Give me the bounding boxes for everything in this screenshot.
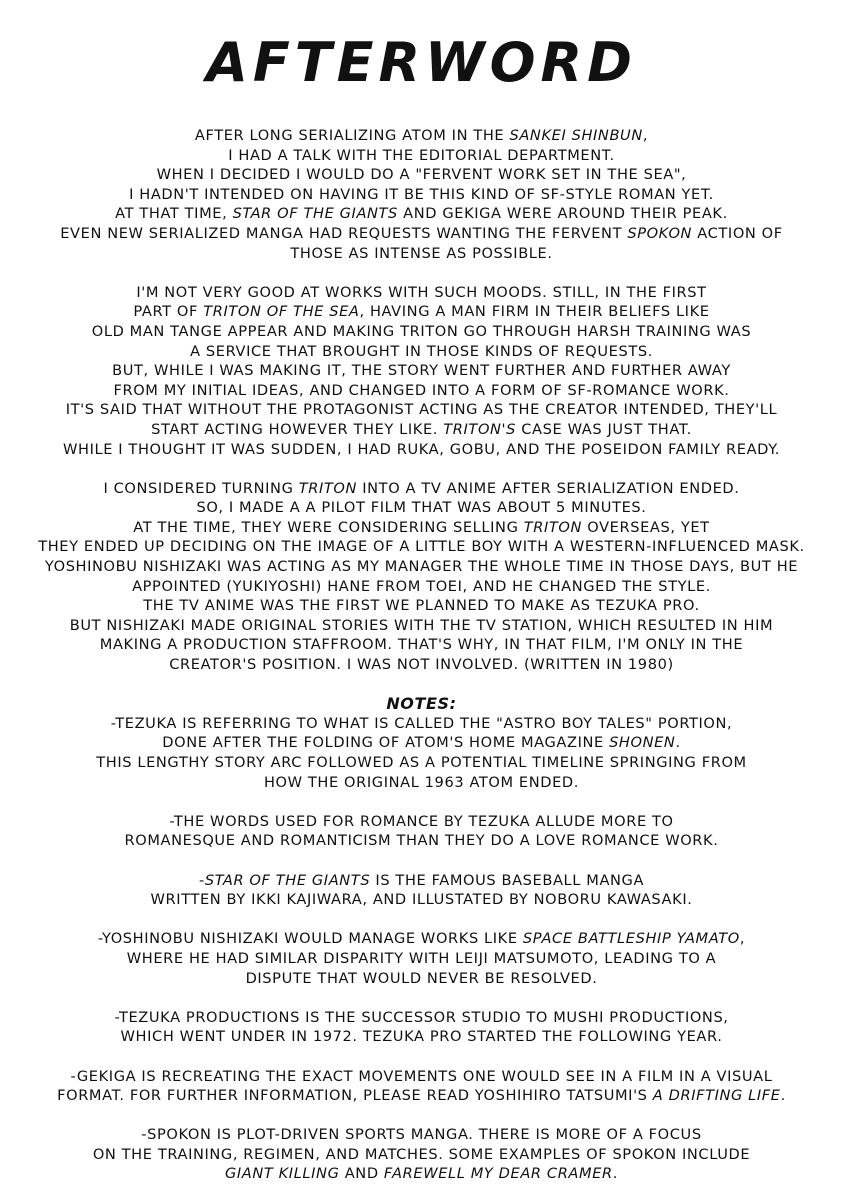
text-line	[14, 440, 829, 460]
text-line	[14, 577, 829, 597]
text-line	[14, 753, 829, 773]
text-segment: FROM MY INITIAL IDEAS, AND CHANGED INTO A FORM OF SF-ROMANCE WORK.	[113, 381, 730, 399]
text-line	[14, 949, 829, 969]
text-segment: AND GEKIGA WERE AROUND THEIR PEAK.	[397, 205, 728, 223]
text-segment: WHICH WENT UNDER IN 1972. TEZUKA PRO STARTED THE FOLLOWING YEAR.	[120, 1028, 723, 1046]
text-line	[14, 890, 829, 910]
text-segment: -YOSHINOBU NISHIZAKI WOULD MANAGE WORKS LIKE	[97, 930, 523, 948]
text-segment: WHERE HE HAD SIMILAR DISPARITY WITH LEIJI MATSUMOTO, LEADING TO A	[126, 949, 717, 967]
text-segment: SO, I MADE A A PILOT FILM THAT WAS ABOUT 5 MINUTES.	[196, 499, 647, 517]
note-item	[14, 812, 829, 851]
text-segment: ,	[739, 930, 746, 948]
italic-title: TRITON	[523, 518, 582, 536]
text-segment: -SPOKON IS PLOT-DRIVEN SPORTS MANGA. THERE IS MORE OF A FOCUS	[141, 1126, 702, 1144]
text-line	[14, 518, 829, 538]
text-segment: FORMAT. FOR FURTHER INFORMATION, PLEASE READ YOSHIHIRO TATSUMI'S	[57, 1087, 653, 1105]
text-line	[14, 498, 829, 518]
text-segment: -TEZUKA PRODUCTIONS IS THE SUCCESSOR STUDIO TO MUSHI PRODUCTIONS,	[114, 1008, 729, 1026]
italic-title: FAREWELL MY DEAR CRAMER	[383, 1165, 613, 1183]
text-segment: YOSHINOBU NISHIZAKI WAS ACTING AS MY MANAGER THE WHOLE TIME IN THOSE DAYS, BUT HE	[44, 558, 799, 576]
italic-title: TRITON	[298, 479, 358, 497]
italic-title: SANKEI SHINBUN	[509, 127, 643, 144]
italic-title: TRITON OF THE SEA	[203, 303, 360, 321]
notes-heading: NOTES:	[386, 694, 457, 714]
text-segment: CREATOR'S POSITION. I WAS NOT INVOLVED. (WRITTEN IN 1980)	[169, 656, 674, 674]
note-item	[14, 929, 829, 988]
text-line	[14, 381, 829, 401]
text-segment: DONE AFTER THE FOLDING OF ATOM'S HOME MAGAZINE	[162, 734, 610, 752]
text-line	[14, 1145, 829, 1165]
text-line	[14, 557, 829, 577]
text-segment: , HAVING A MAN FIRM IN THEIR BELIEFS LIKE	[359, 303, 710, 321]
italic-title: STAR OF THE GIANTS	[204, 871, 371, 889]
text-segment: I CONSIDERED TURNING	[103, 479, 299, 497]
text-segment: ROMANESQUE AND ROMANTICISM THAN THEY DO A LOVE ROMANCE WORK.	[124, 832, 719, 850]
text-line	[14, 714, 829, 734]
note-item	[14, 871, 829, 910]
text-line	[14, 812, 829, 832]
text-segment: .	[780, 1087, 786, 1105]
text-segment: THOSE AS INTENSE AS POSSIBLE.	[290, 244, 553, 262]
text-segment: WHEN I DECIDED I WOULD DO A "FERVENT WORK SET IN THE SEA",	[156, 166, 687, 184]
text-segment: WRITTEN BY IKKI KAJIWARA, AND ILLUSTATED BY NOBORU KAWASAKI.	[150, 891, 693, 909]
italic-title: SHONEN	[609, 734, 676, 752]
text-segment: I HAD A TALK WITH THE EDITORIAL DEPARTMENT.	[228, 146, 615, 164]
text-line	[14, 773, 829, 793]
text-segment: AT THAT TIME,	[115, 205, 233, 223]
text-segment: APPOINTED (YUKIYOSHI) HANE FROM TOEI, AND HE CHANGED THE STYLE.	[132, 577, 711, 595]
italic-title: STAR OF THE GIANTS	[232, 205, 398, 223]
note-item	[14, 714, 829, 792]
text-segment: AT THE TIME, THEY WERE CONSIDERING SELLING	[133, 518, 524, 536]
text-segment: WHILE I THOUGHT IT WAS SUDDEN, I HAD RUKA, GOBU, AND THE POSEIDON FAMILY READY.	[62, 440, 781, 458]
text-line	[14, 831, 829, 851]
note-item	[14, 1008, 829, 1047]
text-line	[14, 1027, 829, 1047]
text-line	[14, 1067, 829, 1087]
note-item	[14, 1125, 829, 1184]
text-segment: .	[675, 734, 681, 752]
text-segment: BUT NISHIZAKI MADE ORIGINAL STORIES WITH THE TV STATION, WHICH RESULTED IN HIM	[69, 616, 774, 634]
text-segment: ON THE TRAINING, REGIMEN, AND MATCHES. SOME EXAMPLES OF SPOKON INCLUDE	[92, 1145, 751, 1163]
text-segment: START ACTING HOWEVER THEY LIKE.	[151, 420, 444, 438]
text-line	[14, 479, 829, 499]
text-segment: IS THE FAMOUS BASEBALL MANGA	[370, 871, 645, 889]
text-line	[14, 244, 829, 264]
text-segment: CASE WAS JUST THAT.	[516, 420, 692, 438]
text-line	[14, 1086, 829, 1106]
text-line	[14, 420, 829, 440]
text-line	[14, 361, 829, 381]
text-segment: I HADN'T INTENDED ON HAVING IT BE THIS KIND OF SF-STYLE ROMAN YET.	[129, 185, 714, 203]
text-segment: ,	[642, 127, 649, 144]
text-segment: INTO A TV ANIME AFTER SERIALIZATION ENDED.	[357, 479, 740, 497]
text-line	[14, 635, 829, 655]
text-segment: -GEKIGA IS RECREATING THE EXACT MOVEMENTS ONE WOULD SEE IN A FILM IN A VISUAL	[70, 1067, 773, 1085]
afterword-paragraph	[14, 283, 829, 459]
page-title: AFTERWORD	[206, 31, 637, 94]
afterword-body	[14, 126, 829, 1184]
text-line	[14, 283, 829, 303]
text-line	[14, 126, 829, 146]
text-segment: ACTION OF	[692, 224, 783, 242]
text-segment: THE TV ANIME WAS THE FIRST WE PLANNED TO MAKE AS TEZUKA PRO.	[143, 597, 700, 615]
text-line	[14, 165, 829, 185]
text-segment: -	[198, 871, 205, 889]
text-segment: -THE WORDS USED FOR ROMANCE BY TEZUKA ALLUDE MORE TO	[169, 812, 674, 830]
text-segment: A SERVICE THAT BROUGHT IN THOSE KINDS OF REQUESTS.	[190, 342, 653, 360]
italic-title: SPOKON	[627, 224, 693, 242]
text-segment: THIS LENGTHY STORY ARC FOLLOWED AS A POTENTIAL TIMELINE SPRINGING FROM	[96, 754, 747, 771]
text-line	[14, 224, 829, 244]
note-item	[14, 1067, 829, 1106]
text-segment: OVERSEAS, YET	[582, 518, 710, 536]
text-line	[14, 1125, 829, 1145]
italic-title: TRITON'S	[443, 420, 517, 438]
italic-title: SPACE BATTLESHIP YAMATO	[522, 930, 740, 948]
text-line	[14, 929, 829, 949]
text-segment: THEY ENDED UP DECIDING ON THE IMAGE OF A LITTLE BOY WITH A WESTERN-INFLUENCED MASK.	[38, 538, 805, 556]
afterword-paragraph	[14, 126, 829, 263]
afterword-paragraph	[14, 479, 829, 675]
text-line	[14, 322, 829, 342]
text-line	[14, 1164, 829, 1184]
text-line	[14, 185, 829, 205]
text-segment: -TEZUKA IS REFERRING TO WHAT IS CALLED THE "ASTRO BOY TALES" PORTION,	[110, 714, 733, 732]
italic-title: GIANT KILLING	[224, 1165, 340, 1183]
text-line	[14, 146, 829, 166]
text-segment: I'M NOT VERY GOOD AT WORKS WITH SUCH MOODS. STILL, IN THE FIRST	[136, 283, 707, 301]
text-segment: DISPUTE THAT WOULD NEVER BE RESOLVED.	[245, 969, 598, 987]
text-segment: AND	[339, 1165, 384, 1183]
italic-title: A DRIFTING LIFE	[652, 1087, 781, 1105]
text-line	[14, 655, 829, 675]
text-line	[14, 596, 829, 616]
text-line	[14, 616, 829, 636]
text-segment: IT'S SAID THAT WITHOUT THE PROTAGONIST ACTING AS THE CREATOR INTENDED, THEY'LL	[65, 401, 778, 419]
text-segment: EVEN NEW SERIALIZED MANGA HAD REQUESTS WANTING THE FERVENT	[60, 224, 628, 242]
text-segment: BUT, WHILE I WAS MAKING IT, THE STORY WENT FURTHER AND FURTHER AWAY	[112, 362, 731, 380]
text-line	[14, 342, 829, 362]
text-segment: .	[612, 1165, 619, 1183]
text-segment: MAKING A PRODUCTION STAFFROOM. THAT'S WHY, IN THAT FILM, I'M ONLY IN THE	[99, 636, 744, 654]
text-line	[14, 537, 829, 557]
text-line	[14, 302, 829, 322]
text-segment: AFTER LONG SERIALIZING ATOM IN THE	[194, 127, 510, 144]
text-line	[14, 733, 829, 753]
text-line	[14, 1008, 829, 1028]
text-line	[14, 204, 829, 224]
text-line	[14, 871, 829, 891]
text-line	[14, 400, 829, 420]
text-segment: OLD MAN TANGE APPEAR AND MAKING TRITON GO THROUGH HARSH TRAINING WAS	[91, 322, 752, 340]
text-segment: HOW THE ORIGINAL 1963 ATOM ENDED.	[263, 773, 580, 791]
text-line	[14, 969, 829, 989]
text-segment: PART OF	[133, 303, 204, 321]
